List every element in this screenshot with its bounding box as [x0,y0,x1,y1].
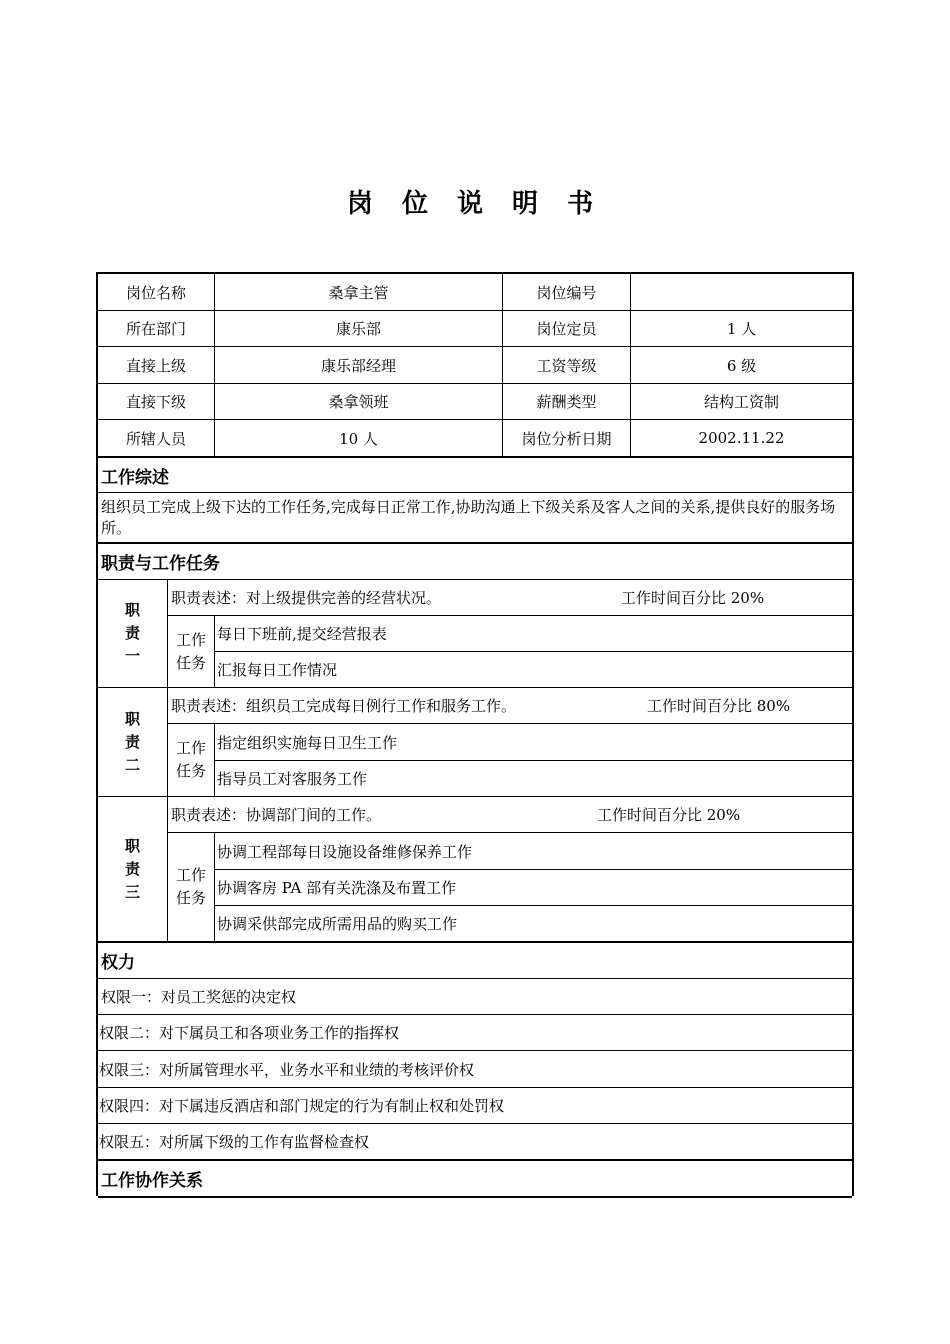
cooperation-heading: 工作协作关系 [101,1171,203,1191]
value-pay-type: 结构工资制 [703,393,779,411]
duty-3-percent: 工作时间百分比 20% [597,806,741,824]
duty-1-char-3: 一 [124,647,140,665]
value-position-name: 桑拿主管 [328,283,389,302]
authority-item-3: 权限三：对所属管理水平，业务水平和业绩的考核评价权 [99,1060,475,1079]
duty-3-task-label [168,833,214,941]
duty-3-char-3: 三 [124,882,140,901]
label-headcount: 岗位定员 [536,320,597,338]
duty-3-task-label-line-1: 工作 [175,866,206,884]
duty-1-task-2: 汇报每日工作情况 [217,661,338,679]
document-title: 岗 位 说 明 书 [346,189,604,219]
duty-2-task-label-line-1: 工作 [175,739,206,757]
duty-2-label [98,688,167,796]
label-salary-grade: 工资等级 [536,356,597,375]
authority-item-4: 权限四：对下属违反酒店和部门规定的行为有制止权和处罚权 [99,1097,505,1115]
duty-3-task-3: 协调采供部完成所需用品的购买工作 [217,915,458,933]
label-pay-type: 薪酬类型 [536,393,597,411]
value-headcount: 1 人 [726,320,757,338]
value-staff-count: 10 人 [339,429,378,448]
value-position-code [631,274,852,310]
label-position-name: 岗位名称 [125,283,186,302]
duty-2-task-label [168,724,214,796]
duty-1-statement-row [168,580,852,615]
duty-3-task-2: 协调客房 PA 部有关洗涤及布置工作 [217,879,457,897]
duty-2-task-2: 指导员工对客服务工作 [217,770,368,788]
duty-2-char-1: 职 [124,709,140,728]
duty-2-char-2: 责 [124,732,140,751]
authority-heading: 权力 [101,953,135,973]
authority-item-5: 权限五：对所属下级的工作有监督检查权 [99,1133,370,1151]
label-direct-subordinate: 直接下级 [125,393,186,411]
job-description-table [96,272,854,1196]
duty-1-percent: 工作时间百分比 20% [621,589,765,607]
label-direct-superior: 直接上级 [125,356,186,375]
duty-3-task-1: 协调工程部每日设施设备维修保养工作 [217,842,473,861]
authority-item-1: 权限一：对员工奖惩的决定权 [101,988,297,1006]
duty-2-char-3: 二 [124,755,140,774]
label-staff-count: 所辖人员 [125,429,186,448]
summary-text: 组织员工完成上级下达的工作任务,完成每日正常工作,协助沟通上下级关系及客人之间的关系,提供良好的服务场所。 [101,498,836,537]
duty-1-char-2: 责 [124,624,140,642]
duty-2-task-label-line-2: 任务 [175,762,206,780]
duty-3-char-1: 职 [124,836,140,855]
value-salary-grade: 6 级 [726,356,757,375]
value-department: 康乐部 [335,320,381,338]
value-analysis-date: 2002.11.22 [698,429,785,447]
authority-item-2: 权限二：对下属员工和各项业务工作的指挥权 [99,1024,400,1042]
duty-1-task-label [168,616,214,687]
duty-3-statement: 职责表述：协调部门间的工作。 [171,806,382,824]
duty-2-percent: 工作时间百分比 80% [647,697,791,715]
duties-heading: 职责与工作任务 [101,554,220,574]
duty-2-statement: 职责表述：组织员工完成每日例行工作和服务工作。 [171,697,517,715]
duty-2-task-1: 指定组织实施每日卫生工作 [217,733,398,752]
duty-1-char-1: 职 [124,601,140,619]
duty-1-statement: 职责表述：对上级提供完善的经营状况。 [171,589,442,607]
value-direct-subordinate: 桑拿领班 [328,393,389,411]
duty-3-label [98,797,167,941]
duty-3-char-2: 责 [124,859,140,878]
duty-2-statement-row [168,688,852,723]
duty-1-task-label-line-2: 任务 [175,653,206,672]
duty-3-task-label-line-2: 任务 [175,889,206,907]
duty-3-statement-row [168,797,852,832]
value-direct-superior: 康乐部经理 [320,356,396,375]
duty-1-label [98,580,167,687]
label-analysis-date: 岗位分析日期 [521,429,612,448]
duty-1-task-1: 每日下班前,提交经营报表 [217,625,387,643]
label-department: 所在部门 [125,320,186,338]
label-position-code: 岗位编号 [536,283,597,302]
summary-heading: 工作综述 [101,467,169,488]
duty-1-task-label-line-1: 工作 [175,630,206,649]
